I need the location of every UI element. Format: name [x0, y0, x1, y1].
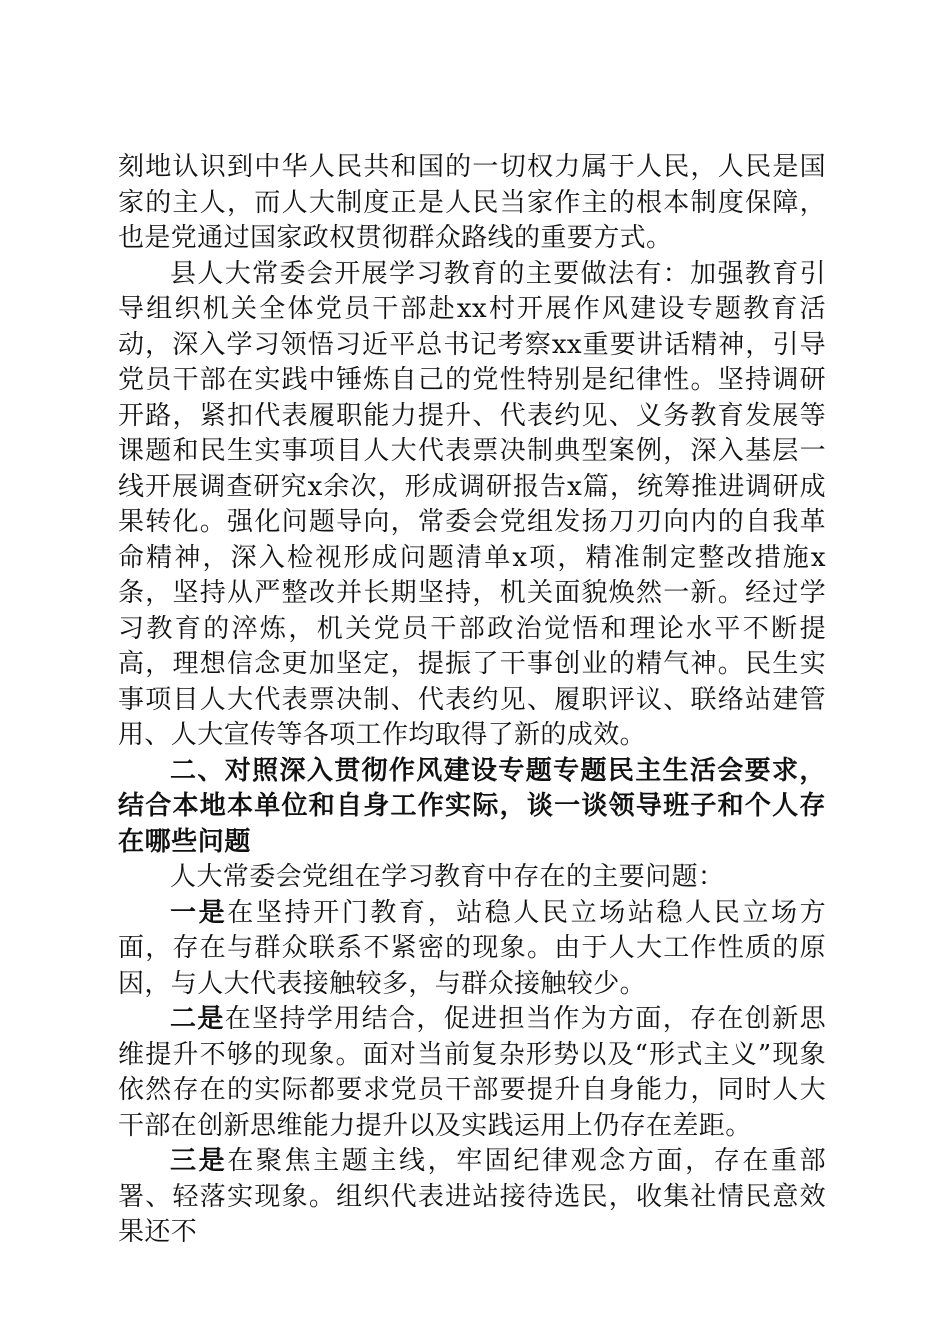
paragraph-practices: 县人大常委会开展学习教育的主要做法有：加强教育引导组织机关全体党员干部赴xx村开展作风建设专题教育活动，深入学习领悟习近平总书记考察xx重要讲话精神，引导党员干部在实践中锤炼自己的党性特别是纪律性。坚持调研开路，紧扣代表履职能力提升、代表约见、义务教育发展等课题和民生实事项目人大代表票决制典型案例，深入基层一线开展调查研究x余次，形成调研报告x篇，统筹推进调研成果转化。强化问题导向，常委会党组发扬刀刃向内的自我革命精神，深入检视形成问题清单x项，精准制定整改措施x条，坚持从严整改并长期坚持，机关面貌焕然一新。经过学习教育的淬炼，机关党员干部政治觉悟和理论水平不断提高，理想信念更加坚定，提振了干事创业的精气神。民生实事项目人大代表票决制、代表约见、履职评议、联络站建管用、人大宣传等各项工作均取得了新的成效。 [118, 258, 826, 750]
problem-item-1-text: 在坚持开门教育，站稳人民立场站稳人民立场方面，存在与群众联系不紧密的现象。由于人大工作性质的原因，与人大代表接触较多，与群众接触较少。 [118, 897, 826, 999]
problem-item-1 [118, 896, 826, 1003]
problem-item-3-lead: 三是 [170, 1146, 228, 1176]
paragraph-continuation: 刻地认识到中华人民共和国的一切权力属于人民，人民是国家的主人，而人大制度正是人民当家作主的根本制度保障，也是党通过国家政权贯彻群众路线的重要方式。 [118, 152, 826, 253]
section-heading-2: 二、对照深入贯彻作风建设专题专题民主生活会要求，结合本地本单位和自身工作实际，谈一谈领导班子和个人存在哪些问题 [118, 755, 826, 857]
problem-item-3-text: 在聚焦主题主线，牢固纪律观念方面，存在重部署、轻落实现象。组织代表进站接待选民，收集社情民意效果还不 [118, 1146, 826, 1247]
problem-item-2-lead: 二是 [170, 1004, 225, 1034]
document-page [118, 150, 826, 1251]
problem-item-1-lead: 一是 [170, 897, 228, 928]
problem-item-2 [118, 1002, 826, 1144]
problem-item-2-text: 在坚持学用结合，促进担当作为方面，存在创新思维提升不够的现象。面对当前复杂形势以及“形式主义”现象依然存在的实际都要求党员干部要提升自身能力，同时人大干部在创新思维能力提升以及实践运用上仍存在差距。 [118, 1004, 826, 1141]
problem-item-3 [118, 1144, 826, 1251]
paragraph-problems-intro: 人大常委会党组在学习教育中存在的主要问题： [170, 862, 725, 892]
